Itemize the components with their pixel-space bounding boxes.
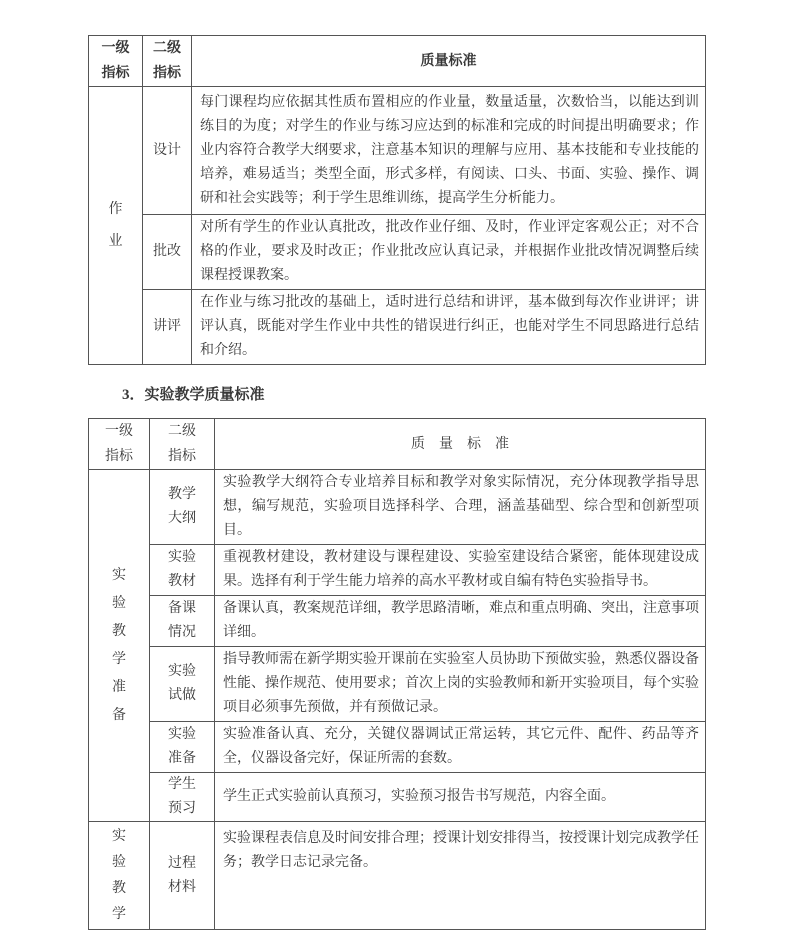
table-row [89,215,706,290]
table1-standard-design: 每门课程均应依据其性质布置相应的作业量，数量适量，次数恰当，以能达到训练目的为度；对学生的作业与练习应达到的标准和完成的时间提出明确要求；作业内容符合教学大纲要求，注意基本知识的理解与应用、基本技能和专业技能的培养，难易适当；类型全面，形式多样，有阅读、口头、书面、实验、操作、调研和社会实践等；利于学生思维训练，提高学生分析能力。 [192,87,706,215]
section-title: 3．实验教学质量标准 [122,387,265,403]
table2-sub-experiment-readiness: 实验准备 [150,722,215,773]
experiment-teaching-quality-table [88,418,706,930]
table-row [89,290,706,365]
table2-standard-student-preview: 学生正式实验前认真预习，实验预习报告书写规范，内容全面。 [215,773,706,822]
homework-quality-table [88,35,706,365]
table-row [89,545,706,596]
table2-header-quality-standard: 质 量 标 准 [215,419,706,470]
table2-standard-process-materials: 实验课程表信息及时间安排合理；授课计划安排得当，按授课计划完成教学任务；教学日志记录完备。 [215,822,706,930]
table2-standard-lesson-preparation: 备课认真，教案规范详细，教学思路清晰，难点和重点明确、突出，注意事项详细。 [215,596,706,647]
table-row [89,596,706,647]
table2-standard-experiment-textbook: 重视教材建设，教材建设与课程建设、实验室建设结合紧密，能体现建设成果。选择有利于学生能力培养的高水平教材或自编有特色实验指导书。 [215,545,706,596]
table2-standard-experiment-trial: 指导教师需在新学期实验开课前在实验室人员协助下预做实验，熟悉仪器设备性能、操作规范、使用要求；首次上岗的实验教师和新开实验项目，每个实验项目必须事先预做，并有预做记录。 [215,647,706,722]
table2-header-level1-indicator: 一级指标 [89,419,150,470]
table2-header-row [89,419,706,470]
table2-group-experiment-teaching [89,822,150,930]
table2-standard-teaching-outline: 实验教学大纲符合专业培养目标和教学对象实际情况，充分体现教学指导思想，编写规范，实验项目选择科学、合理，涵盖基础型、综合型和创新型项目。 [215,470,706,545]
table1-standard-review: 在作业与练习批改的基础上，适时进行总结和讲评，基本做到每次作业讲评；讲评认真，既能对学生作业中共性的错误进行纠正，也能对学生不同思路进行总结和介绍。 [192,290,706,365]
table1-header-level2-indicator: 二级指标 [143,36,192,87]
table-row [89,822,706,930]
table-row [89,773,706,822]
table-row [89,87,706,215]
table-row [89,722,706,773]
table-row [89,470,706,545]
table2-sub-experiment-textbook: 实验教材 [150,545,215,596]
table1-header-quality-standard: 质量标准 [192,36,706,87]
table2-sub-lesson-preparation: 备课情况 [150,596,215,647]
homework-group-label: 作业 [108,201,123,249]
table1-group-homework [89,87,143,365]
table2-sub-student-preview: 学生预习 [150,773,215,822]
table1-header-level1-indicator: 一级指标 [89,36,143,87]
table1-sub-grading: 批改 [143,215,192,290]
table2-sub-teaching-outline: 教学大纲 [150,470,215,545]
table1-sub-design: 设计 [143,87,192,215]
table2-sub-process-materials: 过程材料 [150,822,215,930]
table2-sub-experiment-trial: 实验试做 [150,647,215,722]
experiment-teaching-group-label: 实验教学 [112,828,126,922]
experiment-preparation-group-label: 实验教学准备 [112,567,126,723]
table2-standard-experiment-readiness: 实验准备认真、充分，关键仪器调试正常运转，其它元件、配件、药品等齐全，仪器设备完好，保证所需的套数。 [215,722,706,773]
table-row [89,647,706,722]
table1-standard-grading: 对所有学生的作业认真批改，批改作业仔细、及时，作业评定客观公正；对不合格的作业，要求及时改正；作业批改应认真记录，并根据作业批改情况调整后续课程授课教案。 [192,215,706,290]
table1-sub-review: 讲评 [143,290,192,365]
table2-header-level2-indicator: 二级指标 [150,419,215,470]
table2-group-experiment-preparation [89,470,150,822]
table1-header-row [89,36,706,87]
